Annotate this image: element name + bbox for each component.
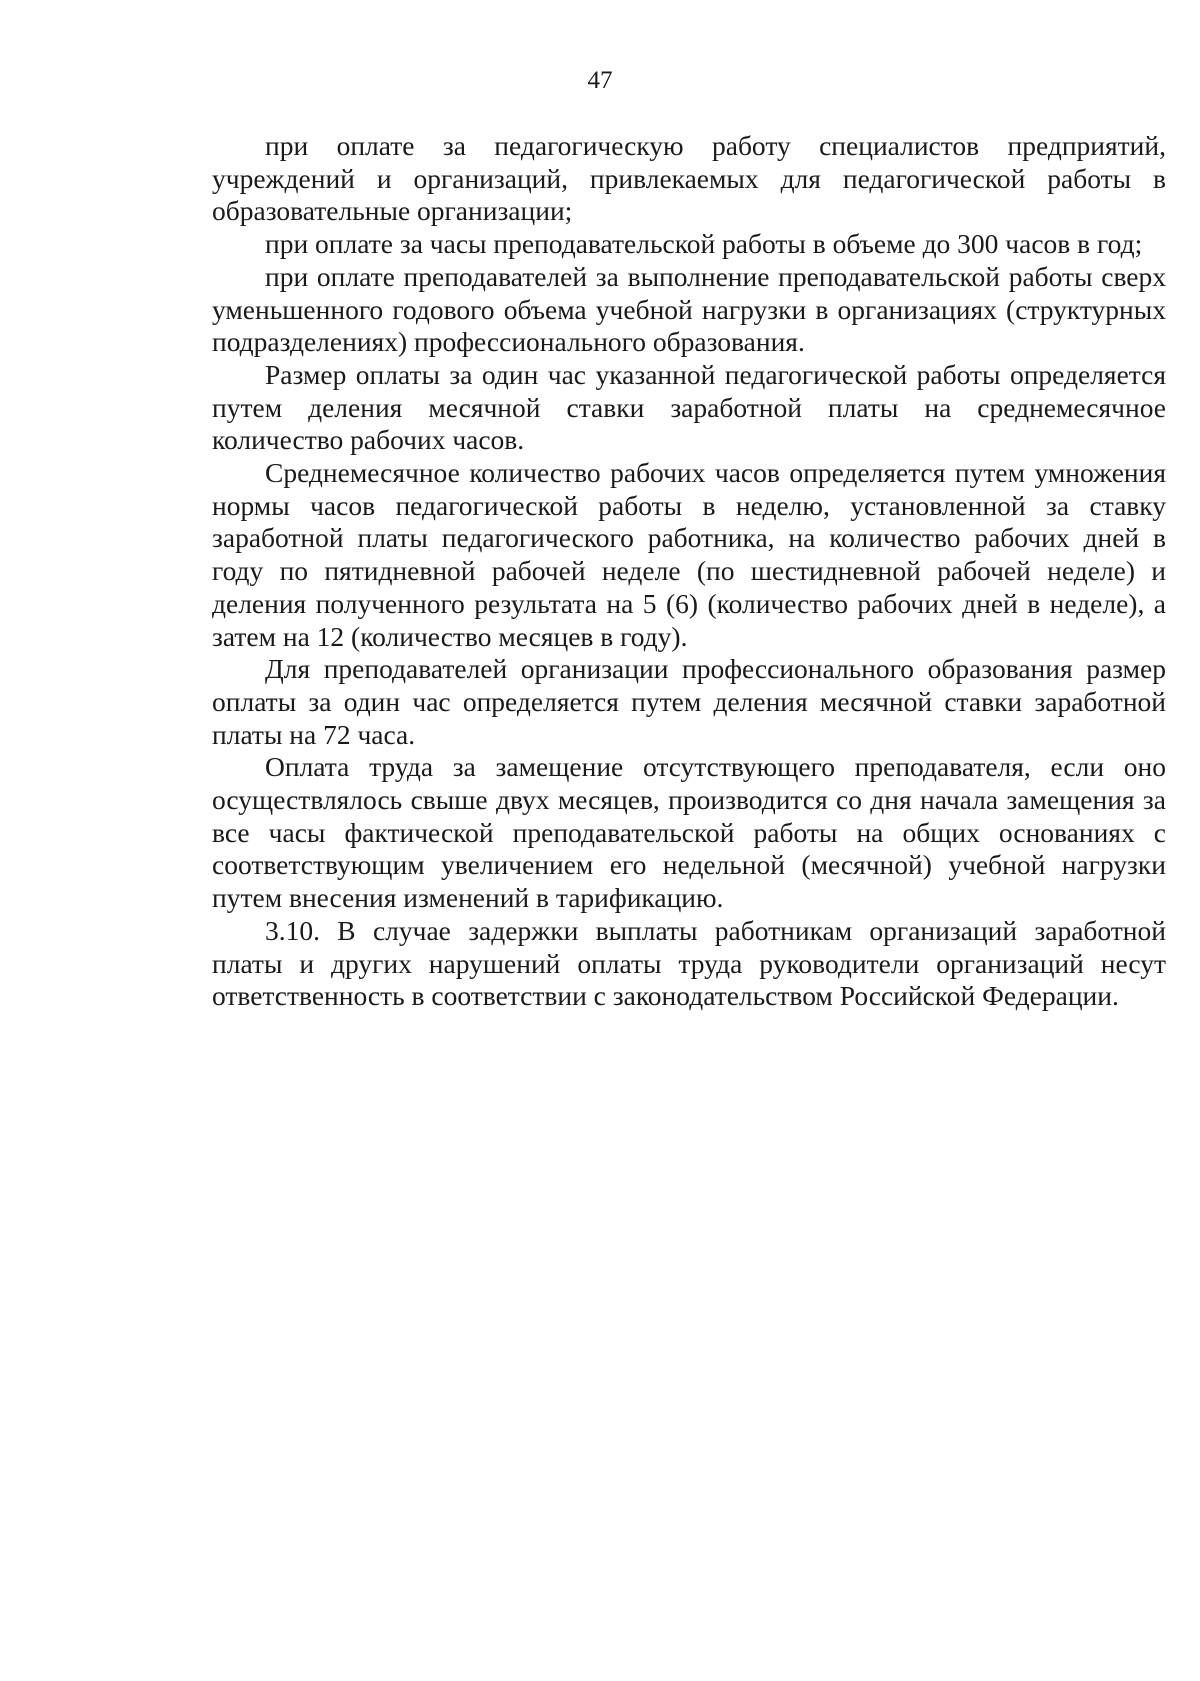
paragraph: Оплата труда за замещение отсутствующего преподавателя, если оно осуществлялось свыше двух месяцев, производится со дня начала замещения за все часы фактической преподавательской работы на общих основаниях с соответствующим увеличением его недельной (месячной) учебной нагрузки путем внесения изменений в тарификацию. — [212, 751, 1166, 914]
paragraph: при оплате за педагогическую работу специалистов предприятий, учреждений и организаций, привлекаемых для педагогической работы в образовательные организации; — [212, 130, 1166, 227]
paragraph: Размер оплаты за один час указанной педагогической работы определяется путем деления месячной ставки заработной платы на среднемесячное количество рабочих часов. — [212, 358, 1166, 456]
paragraph: при оплате за часы преподавательской работы в объеме до 300 часов в год; — [265, 228, 1143, 260]
document-body — [212, 130, 1166, 1013]
paragraph: Для преподавателей организации профессионального образования размер оплаты за один час определяется путем деления месячной ставки заработной платы на 72 часа. — [212, 653, 1166, 750]
page-number: 47 — [587, 67, 613, 94]
paragraph: 3.10. В случае задержки выплаты работникам организаций заработной платы и других нарушений оплаты труда руководители организаций несут ответственность в соответствии с законодательством Российской Федерации. — [212, 914, 1166, 1012]
paragraph: Среднемесячное количество рабочих часов определяется путем умножения нормы часов педагогической работы в неделю, установленной за ставку заработной платы педагогического работника, на количество рабочих дней в году по пятидневной рабочей неделе (по шестидневной рабочей неделе) и деления полученного результата на 5 (6) (количество рабочих дней в неделе), а затем на 12 (количество месяцев в году). — [212, 457, 1166, 652]
paragraph: при оплате преподавателей за выполнение преподавательской работы сверх уменьшенного годового объема учебной нагрузки в организациях (структурных подразделениях) профессионального образования. — [212, 260, 1166, 358]
